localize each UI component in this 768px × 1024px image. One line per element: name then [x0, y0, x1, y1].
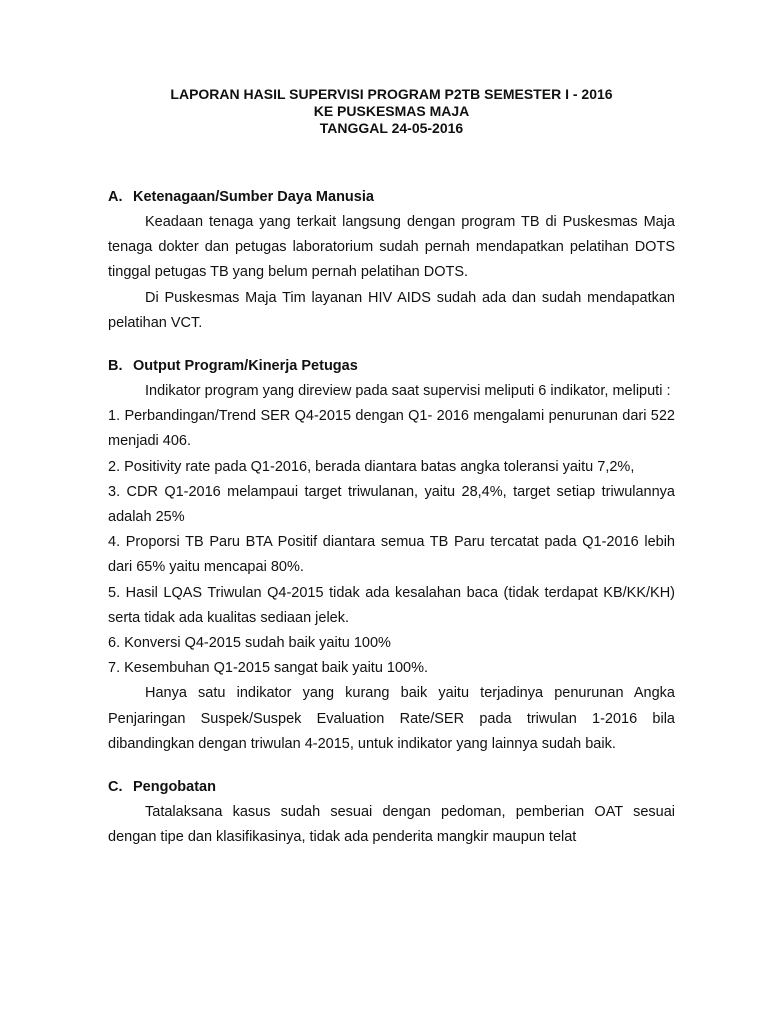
- section-c: [108, 775, 675, 850]
- section-a: [108, 185, 675, 336]
- section-b-letter: B.: [108, 358, 123, 375]
- section-c-paragraph-1: Tatalaksana kasus sudah sesuai dengan pedoman, pemberian OAT sesuai dengan tipe dan klasifikasinya, tidak ada penderita mangkir maupun telat: [108, 804, 675, 846]
- section-a-heading: [108, 185, 675, 210]
- title-line-3: TANGGAL 24-05-2016: [319, 120, 464, 136]
- section-a-paragraph-2: Di Puskesmas Maja Tim layanan HIV AIDS sudah ada dan sudah mendapatkan pelatihan VCT.: [108, 289, 675, 331]
- indicator-list-item: 1. Perbandingan/Trend SER Q4-2015 dengan Q1- 2016 mengalami penurunan dari 522 menjadi 406.: [108, 408, 675, 450]
- indicator-list-item: 5. Hasil LQAS Triwulan Q4-2015 tidak ada kesalahan baca (tidak terdapat KB/KK/KH) serta tidak ada kualitas sediaan jelek.: [108, 584, 675, 626]
- title-line-1: LAPORAN HASIL SUPERVISI PROGRAM P2TB SEMESTER I - 2016: [170, 86, 613, 102]
- indicator-list-item: 6. Konversi Q4-2015 sudah baik yaitu 100%: [108, 635, 391, 652]
- document-page: [108, 86, 675, 850]
- section-a-letter: A.: [108, 189, 123, 205]
- section-b: [108, 354, 675, 757]
- section-b-closing: Hanya satu indikator yang kurang baik yaitu terjadinya penurunan Angka Penjaringan Suspek/Suspek Evaluation Rate/SER pada triwulan 1-2016 bila dibandingkan dengan triwulan 4-2015, untuk indikator yang lainnya sudah baik.: [108, 685, 675, 752]
- section-b-heading: [108, 354, 675, 379]
- section-c-heading: [108, 775, 675, 800]
- document-title: [108, 86, 675, 137]
- title-line-2: KE PUSKESMAS MAJA: [313, 103, 470, 119]
- section-b-intro: Indikator program yang direview pada saat supervisi meliputi 6 indikator, meliputi :: [145, 383, 671, 400]
- indicator-list-item: 4. Proporsi TB Paru BTA Positif diantara semua TB Paru tercatat pada Q1-2016 lebih dari 65% yaitu mencapai 80%.: [108, 534, 675, 576]
- indicator-list-item: 2. Positivity rate pada Q1-2016, berada diantara batas angka toleransi yaitu 7,2%,: [108, 458, 635, 475]
- indicator-list-item: 7. Kesembuhan Q1-2015 sangat baik yaitu 100%.: [108, 660, 429, 677]
- section-b-title: Output Program/Kinerja Petugas: [133, 358, 358, 375]
- section-c-letter: C.: [108, 779, 123, 796]
- indicator-list-item: 3. CDR Q1-2016 melampaui target triwulanan, yaitu 28,4%, target setiap triwulannya adalah 25%: [108, 483, 675, 526]
- section-a-title: Ketenagaan/Sumber Daya Manusia: [133, 189, 374, 205]
- section-c-title: Pengobatan: [133, 779, 216, 796]
- section-a-paragraph-1: Keadaan tenaga yang terkait langsung dengan program TB di Puskesmas Maja tenaga dokter dan petugas laboratorium sudah pernah mendapatkan pelatihan DOTS tinggal petugas TB yang belum pernah pelatihan DOTS.: [108, 214, 675, 281]
